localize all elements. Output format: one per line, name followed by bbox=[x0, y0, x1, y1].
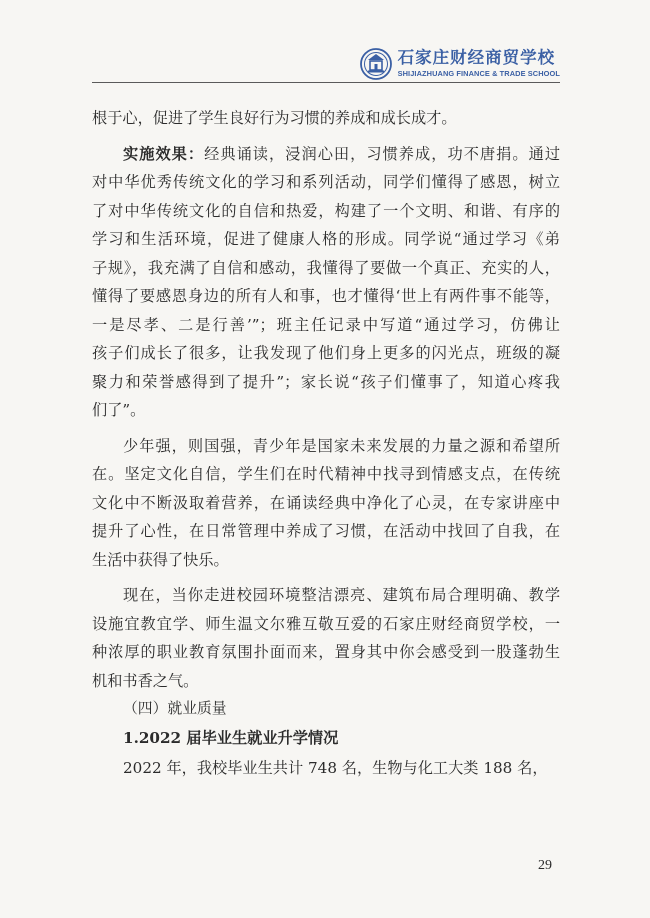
school-name-cn: 石家庄财经商贸学校 bbox=[397, 48, 556, 67]
page-header bbox=[92, 44, 560, 84]
school-name-en: SHIJIAZHUANG FINANCE & TRADE SCHOOL bbox=[397, 69, 560, 78]
text-line: 在。坚定文化自信，学生们在时代精神中找寻到情感支点，在传统 bbox=[92, 465, 560, 483]
text-line: 现在，当你走进校园环境整洁漂亮、建筑布局合理明确、教学 bbox=[123, 586, 560, 604]
school-brand bbox=[360, 48, 560, 80]
text-line: 对中华优秀传统文化的学习和系列活动，同学们懂得了感恩，树立 bbox=[92, 173, 560, 191]
sub-heading: 1.2022 届毕业生就业升学情况 bbox=[123, 728, 339, 747]
header-divider bbox=[92, 82, 560, 83]
text-line: 孩子们成长了很多，让我发现了他们身上更多的闪光点，班级的凝 bbox=[92, 344, 560, 362]
text-line: 提升了心性，在日常管理中养成了习惯，在活动中找回了自我，在 bbox=[92, 522, 560, 540]
text-line: 机和书香之气。 bbox=[92, 671, 199, 690]
text-span: 经典诵读，浸润心田，习惯养成，功不唐捐。通过 bbox=[204, 144, 561, 163]
text-line: 根于心，促进了学生良好行为习惯的养成和成长成才。 bbox=[92, 109, 457, 127]
text-line: 文化中不断汲取着营养，在诵读经典中净化了心灵，在专家讲座中 bbox=[92, 493, 560, 512]
text-line: 懂得了要感恩身边的所有人和事，也才懂得‘世上有两件事不能等， bbox=[92, 287, 560, 305]
text-line bbox=[92, 140, 560, 169]
text-line: 了对中华传统文化的自信和热爱，构建了一个文明、和谐、有序的 bbox=[92, 201, 560, 220]
page-number: 29 bbox=[538, 858, 552, 873]
text-line: 少年强，则国强，青少年是国家未来发展的力量之源和希望所 bbox=[123, 436, 560, 455]
text-line: 聚力和荣誉感得到了提升”；家长说“孩子们懂事了，知道心疼我 bbox=[92, 372, 560, 391]
text-line: 一是尽孝、二是行善’”；班主任记录中写道“通过学习，仿佛让 bbox=[92, 315, 560, 334]
text-line: 生活中获得了快乐。 bbox=[92, 550, 229, 569]
school-logo-icon bbox=[360, 48, 392, 80]
text-line: 种浓厚的职业教育氛围扑面而来，置身其中你会感受到一股蓬勃生 bbox=[92, 643, 560, 661]
text-line: 学习和生活环境，促进了健康人格的形成。同学说“通过学习《弟 bbox=[92, 230, 560, 248]
document-body bbox=[92, 104, 560, 782]
text-line: 设施宜教宜学、师生温文尔雅互敬互爱的石家庄财经商贸学校，一 bbox=[92, 614, 560, 633]
text-line: 子规》，我充满了自信和感动，我懂得了要做一个真正、充实的人， bbox=[92, 258, 560, 277]
text-line: 们了”。 bbox=[92, 401, 146, 419]
text-line: 2022 年，我校毕业生共计 748 名，生物与化工大类 188 名， bbox=[123, 758, 548, 777]
section-heading: （四）就业质量 bbox=[123, 700, 227, 717]
effect-label: 实施效果： bbox=[123, 144, 205, 163]
